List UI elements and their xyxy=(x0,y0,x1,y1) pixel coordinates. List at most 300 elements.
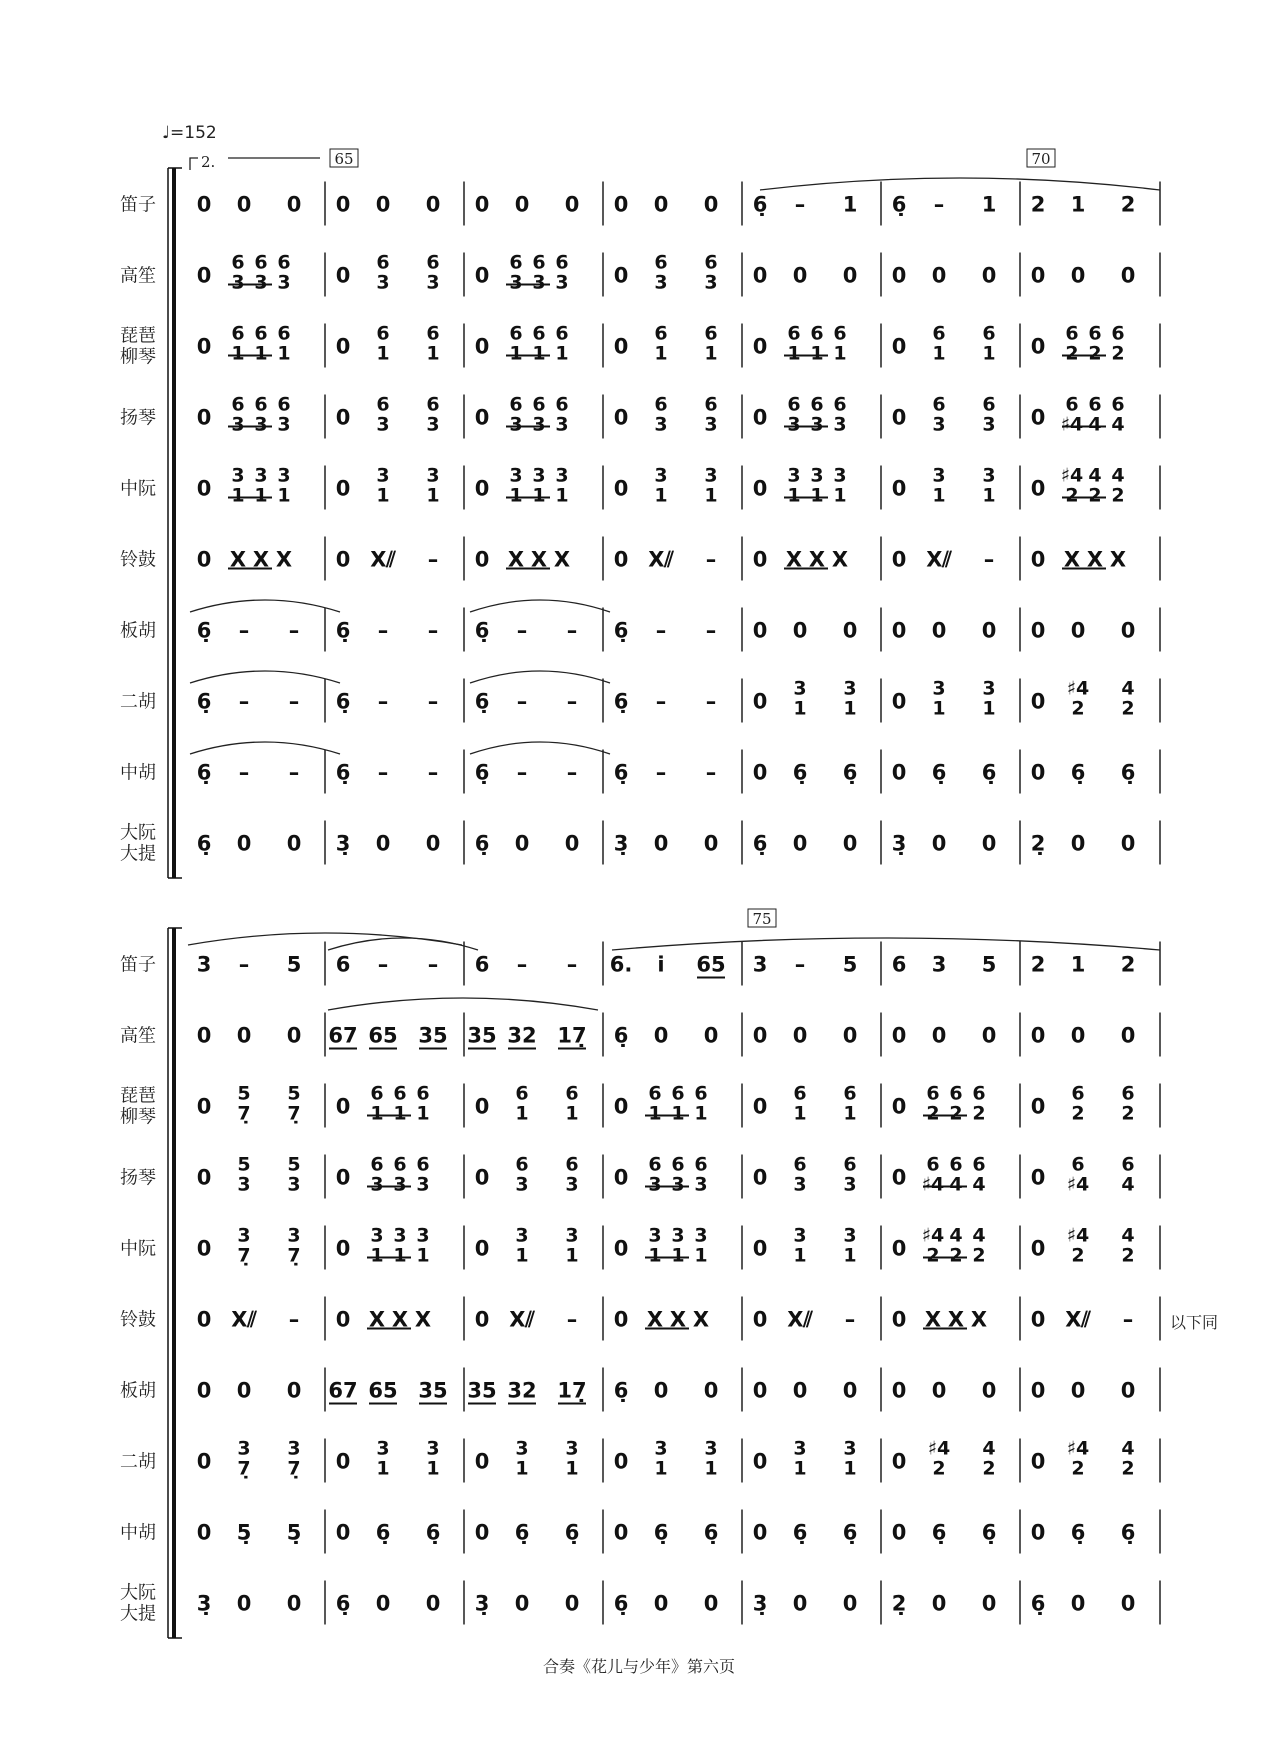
note: 6̣ xyxy=(981,1520,997,1545)
note-lower: 1 xyxy=(277,484,291,507)
note-lower: 7̣ xyxy=(287,1102,301,1125)
note-upper: 6 xyxy=(810,322,824,345)
note: 0 xyxy=(196,334,212,359)
note: 6̣ xyxy=(196,689,212,714)
measure xyxy=(892,1592,997,1616)
note-lower: 1 xyxy=(515,1457,529,1480)
measure xyxy=(475,761,578,785)
instrument-name: 大阮 xyxy=(120,1582,156,1604)
note: X xyxy=(692,1307,710,1332)
measure xyxy=(614,1521,719,1545)
note: 0 xyxy=(613,192,629,217)
note-lower: 4 xyxy=(1088,413,1102,436)
note: 6̣ xyxy=(474,618,490,643)
note: X xyxy=(1109,547,1127,572)
note: 6̣ xyxy=(514,1520,530,1545)
phrase-slur xyxy=(328,998,598,1010)
note-lower: 3 xyxy=(843,1173,857,1196)
note: 0 xyxy=(564,1591,580,1616)
measure xyxy=(614,323,718,365)
note: X xyxy=(368,1307,386,1332)
note-upper: 6 xyxy=(515,1153,529,1176)
note: – xyxy=(377,618,389,643)
note: 0 xyxy=(425,831,441,856)
note: – xyxy=(983,547,995,572)
note: 3 xyxy=(196,952,212,977)
note: 6̣ xyxy=(703,1520,719,1545)
measure xyxy=(753,1592,858,1616)
measure xyxy=(753,953,858,977)
measure xyxy=(753,323,847,365)
measure xyxy=(753,548,848,572)
note: X xyxy=(970,1307,988,1332)
measure xyxy=(197,690,300,714)
measure xyxy=(1031,1083,1135,1125)
note-lower: 1 xyxy=(843,1244,857,1267)
note-lower: 3 xyxy=(231,271,245,294)
note: – xyxy=(844,1307,856,1332)
note: 0 xyxy=(1030,1023,1046,1048)
svg-text:70: 70 xyxy=(1031,150,1051,168)
note: X xyxy=(947,1307,965,1332)
tie-slur xyxy=(470,742,610,754)
note: 0 xyxy=(653,192,669,217)
note-lower: 1 xyxy=(376,484,390,507)
note: 0 xyxy=(1120,1378,1136,1403)
measure xyxy=(614,1154,708,1196)
note-lower: 3 xyxy=(648,1173,662,1196)
note: 6̣ xyxy=(474,831,490,856)
note: 0 xyxy=(335,1449,351,1474)
note-lower: 1 xyxy=(648,1244,662,1267)
measure xyxy=(336,1083,430,1125)
note-upper: 6 xyxy=(843,1153,857,1176)
note: 0 xyxy=(752,1094,768,1119)
measure xyxy=(336,252,440,294)
note: 0 xyxy=(474,405,490,430)
measure xyxy=(1031,1024,1136,1048)
measure xyxy=(753,1225,857,1267)
note: 0 xyxy=(196,405,212,430)
measure xyxy=(614,394,718,436)
note-lower: 1 xyxy=(509,484,523,507)
measure xyxy=(197,1225,301,1267)
note: – xyxy=(566,952,578,977)
note: 0 xyxy=(474,1165,490,1190)
note: 1 xyxy=(1070,952,1086,977)
note-lower: 1 xyxy=(843,1457,857,1480)
measure xyxy=(753,1308,856,1332)
measure xyxy=(892,832,997,856)
note: – xyxy=(516,760,528,785)
note-upper: 6 xyxy=(376,251,390,274)
note-upper: 6 xyxy=(671,1153,685,1176)
note: 0 xyxy=(752,689,768,714)
note: 3 xyxy=(931,952,947,977)
note: 0 xyxy=(891,1236,907,1261)
note: 5̣ xyxy=(286,1520,302,1545)
note: 0 xyxy=(703,1023,719,1048)
note: 0 xyxy=(335,1520,351,1545)
note-upper: 6 xyxy=(1065,322,1079,345)
note: 6̣ xyxy=(196,760,212,785)
note-upper: 6 xyxy=(654,393,668,416)
measure xyxy=(892,761,997,785)
note-lower: 1 xyxy=(565,1102,579,1125)
note-upper: 6 xyxy=(509,322,523,345)
note-lower: ♯4 xyxy=(1060,413,1084,436)
note: – xyxy=(238,760,250,785)
note: 0 xyxy=(1030,1449,1046,1474)
measure xyxy=(336,1438,440,1480)
measure xyxy=(336,323,440,365)
note: 0 xyxy=(474,547,490,572)
note-lower: 1 xyxy=(532,342,546,365)
measure xyxy=(753,1024,858,1048)
note-upper: 6 xyxy=(1065,393,1079,416)
note-lower: 4 xyxy=(949,1173,963,1196)
note: 0 xyxy=(1070,263,1086,288)
note: X⫽ xyxy=(648,547,674,572)
note: 0 xyxy=(236,192,252,217)
note: X xyxy=(391,1307,409,1332)
note: 0 xyxy=(931,1023,947,1048)
note: – xyxy=(655,689,667,714)
note-upper: 6 xyxy=(972,1082,986,1105)
note-lower: 3 xyxy=(277,413,291,436)
note: 0 xyxy=(613,547,629,572)
note-lower: 1 xyxy=(416,1244,430,1267)
note-lower: 3 xyxy=(555,271,569,294)
note-lower: 2 xyxy=(1071,1457,1085,1480)
note: 0 xyxy=(981,263,997,288)
note: 0 xyxy=(1030,476,1046,501)
note-lower: 2 xyxy=(972,1102,986,1125)
note: 0 xyxy=(196,1378,212,1403)
note-lower: 2 xyxy=(1088,484,1102,507)
note-lower: 1 xyxy=(254,484,268,507)
note-lower: 2 xyxy=(1071,697,1085,720)
note: 0 xyxy=(1030,334,1046,359)
instrument-name: 二胡 xyxy=(120,691,156,713)
instrument-label xyxy=(120,326,156,368)
instrument-label xyxy=(120,1239,156,1260)
measure xyxy=(336,1592,441,1616)
measure xyxy=(467,1379,586,1404)
note-upper: 3 xyxy=(793,1437,807,1460)
measure xyxy=(475,1521,580,1545)
note-lower: 3 xyxy=(426,271,440,294)
note-upper: 6 xyxy=(565,1153,579,1176)
note: 0 xyxy=(613,1520,629,1545)
note: 0 xyxy=(196,192,212,217)
measure xyxy=(614,548,717,572)
note-lower: 1 xyxy=(648,1102,662,1125)
note: – xyxy=(377,952,389,977)
note-upper: 3 xyxy=(843,677,857,700)
note: 2 xyxy=(1030,952,1046,977)
measure xyxy=(336,465,440,507)
note: – xyxy=(288,1307,300,1332)
note-upper: 5 xyxy=(287,1153,301,1176)
note-lower: 3 xyxy=(932,413,946,436)
note: 0 xyxy=(842,1378,858,1403)
measure xyxy=(197,761,300,785)
note-lower: ♯4 xyxy=(921,1173,945,1196)
note-lower: 1 xyxy=(843,1102,857,1125)
note: 6̣ xyxy=(613,1023,629,1048)
instrument-name: 高笙 xyxy=(120,265,156,287)
measure xyxy=(892,1154,986,1196)
note-lower: 3 xyxy=(515,1173,529,1196)
measure xyxy=(475,252,569,294)
note-upper: 4 xyxy=(1088,464,1102,487)
note: 6̣ xyxy=(1070,1520,1086,1545)
note: 0 xyxy=(891,1520,907,1545)
note-lower: 2 xyxy=(1121,1244,1135,1267)
instrument-label xyxy=(120,1167,156,1189)
note: X⫽ xyxy=(231,1307,257,1332)
measure xyxy=(475,953,578,977)
note-lower: 1 xyxy=(376,342,390,365)
note-upper: 6 xyxy=(833,393,847,416)
note: 0 xyxy=(653,831,669,856)
instrument-name: 中阮 xyxy=(120,478,156,500)
note: 0 xyxy=(752,334,768,359)
note-lower: 3 xyxy=(376,271,390,294)
note: X xyxy=(1086,547,1104,572)
note-lower: 1 xyxy=(654,342,668,365)
note: 0 xyxy=(474,334,490,359)
note: 0 xyxy=(752,1520,768,1545)
note: – xyxy=(288,618,300,643)
note: 0 xyxy=(1070,618,1086,643)
measure xyxy=(892,619,997,643)
note-upper: 6 xyxy=(370,1153,384,1176)
note: 0 xyxy=(1030,547,1046,572)
measure xyxy=(336,548,439,572)
note-lower: 2 xyxy=(1121,1102,1135,1125)
instrument-label xyxy=(120,955,156,976)
measure xyxy=(1031,548,1126,572)
note: 3̣ xyxy=(474,1591,490,1616)
note: X xyxy=(808,547,826,572)
note: 0 xyxy=(931,831,947,856)
note-upper: 4 xyxy=(1111,464,1125,487)
note: 0 xyxy=(891,547,907,572)
measure xyxy=(614,465,718,507)
measure xyxy=(892,548,995,572)
note: 0 xyxy=(474,1520,490,1545)
note-lower: 3 xyxy=(555,413,569,436)
note-lower: 1 xyxy=(565,1457,579,1480)
note-lower: 2 xyxy=(972,1244,986,1267)
note: 0 xyxy=(286,192,302,217)
note: 0 xyxy=(1030,760,1046,785)
note-upper: 6 xyxy=(704,251,718,274)
measure xyxy=(475,1308,578,1332)
note-upper: 3 xyxy=(426,1437,440,1460)
note: 6̣ xyxy=(1120,1520,1136,1545)
measure xyxy=(892,394,996,436)
note-upper: 3 xyxy=(277,464,291,487)
note: 6̣ xyxy=(891,192,907,217)
note: 0 xyxy=(335,334,351,359)
note-upper: 6 xyxy=(1111,322,1125,345)
note: 0 xyxy=(236,1378,252,1403)
note-lower: 1 xyxy=(555,484,569,507)
note-lower: 2 xyxy=(949,1102,963,1125)
note: 0 xyxy=(891,618,907,643)
page-footer: 合奏《花儿与少年》第六页 xyxy=(542,1657,735,1676)
measure xyxy=(1031,1379,1136,1403)
measure xyxy=(753,1379,858,1403)
note-lower: 3 xyxy=(532,413,546,436)
note: X xyxy=(924,1307,942,1332)
note: – xyxy=(516,952,528,977)
note-lower: 1 xyxy=(393,1102,407,1125)
note-pair: 32 xyxy=(507,1378,537,1403)
note: 0 xyxy=(891,334,907,359)
note-lower: 1 xyxy=(231,342,245,365)
measure xyxy=(197,1592,302,1616)
note-upper: ♯4 xyxy=(1066,677,1090,700)
note-upper: 3 xyxy=(654,1437,668,1460)
measure xyxy=(753,1438,857,1480)
note-lower: 1 xyxy=(565,1244,579,1267)
note: 0 xyxy=(286,1591,302,1616)
note: 0 xyxy=(703,1378,719,1403)
note-upper: ♯4 xyxy=(1066,1224,1090,1247)
note: – xyxy=(238,952,250,977)
instrument-label xyxy=(120,1310,156,1331)
note-upper: 3 xyxy=(648,1224,662,1247)
note: 0 xyxy=(1070,1591,1086,1616)
note-lower: 3 xyxy=(671,1173,685,1196)
note-upper: 6 xyxy=(648,1082,662,1105)
note: 0 xyxy=(752,1449,768,1474)
measure xyxy=(467,1024,586,1049)
measure xyxy=(328,1379,447,1404)
note-lower: 1 xyxy=(654,484,668,507)
note: 6̣ xyxy=(474,689,490,714)
note-upper: 6 xyxy=(833,322,847,345)
note: 0 xyxy=(196,1307,212,1332)
note-lower: 7̣ xyxy=(237,1457,251,1480)
phrase-slur xyxy=(328,938,478,950)
measure xyxy=(614,1308,709,1332)
note: 0 xyxy=(891,760,907,785)
note: 0 xyxy=(752,405,768,430)
note: X xyxy=(507,547,525,572)
note-upper: 3 xyxy=(426,464,440,487)
instrument-name: 扬琴 xyxy=(120,407,156,429)
note: – xyxy=(566,618,578,643)
note-lower: 3 xyxy=(254,271,268,294)
measure xyxy=(475,1592,580,1616)
note: 0 xyxy=(1030,1307,1046,1332)
note-upper: 6 xyxy=(376,322,390,345)
note: 0 xyxy=(891,1023,907,1048)
instrument-label xyxy=(120,1452,156,1473)
note-upper: 6 xyxy=(932,322,946,345)
note: 0 xyxy=(514,192,530,217)
measure xyxy=(614,832,719,856)
note: 0 xyxy=(474,263,490,288)
note-lower: 1 xyxy=(787,484,801,507)
note: 6̣ xyxy=(474,760,490,785)
note: 1 xyxy=(981,192,997,217)
note: 0 xyxy=(425,192,441,217)
note-upper: 3 xyxy=(565,1224,579,1247)
note: – xyxy=(288,689,300,714)
note-lower: 2 xyxy=(1121,1457,1135,1480)
note-lower: 3 xyxy=(509,271,523,294)
note: – xyxy=(238,689,250,714)
note-lower: 1 xyxy=(793,697,807,720)
note: – xyxy=(516,618,528,643)
note: 0 xyxy=(842,831,858,856)
measure xyxy=(336,1225,430,1267)
measure xyxy=(475,690,578,714)
note: 6̣ xyxy=(931,760,947,785)
note-lower: 1 xyxy=(704,342,718,365)
note: 0 xyxy=(236,1591,252,1616)
instrument-name: 大阮 xyxy=(120,822,156,844)
note-upper: 5 xyxy=(237,1153,251,1176)
note-lower: 1 xyxy=(843,697,857,720)
measure xyxy=(1031,1154,1135,1196)
measure xyxy=(197,1024,302,1048)
note-upper: 6 xyxy=(370,1082,384,1105)
measure xyxy=(336,193,441,217)
note-lower: 2 xyxy=(1088,342,1102,365)
note: 2̣ xyxy=(891,1591,907,1616)
note: 0 xyxy=(613,263,629,288)
rehearsal-mark-70 xyxy=(1027,149,1055,168)
note: 0 xyxy=(335,1236,351,1261)
note: 0 xyxy=(613,334,629,359)
note-upper: 6 xyxy=(1071,1153,1085,1176)
note: 0 xyxy=(375,1591,391,1616)
note: 0 xyxy=(931,263,947,288)
note-upper: 4 xyxy=(1121,677,1135,700)
instrument-name: 琵琶 xyxy=(120,325,156,347)
measure xyxy=(197,1308,300,1332)
note: X xyxy=(785,547,803,572)
note-lower: 1 xyxy=(376,1457,390,1480)
measure xyxy=(892,1308,987,1332)
note-upper: 3 xyxy=(237,1224,251,1247)
note: 6. xyxy=(609,952,633,977)
measure xyxy=(614,193,719,217)
measure xyxy=(614,690,717,714)
instrument-label xyxy=(120,621,156,642)
note: 6̣ xyxy=(1070,760,1086,785)
note-upper: 3 xyxy=(509,464,523,487)
note-upper: 6 xyxy=(509,393,523,416)
note-lower: 1 xyxy=(793,1102,807,1125)
note: – xyxy=(705,760,717,785)
note-upper: 6 xyxy=(376,393,390,416)
note: 6̣ xyxy=(1120,760,1136,785)
note-upper: ♯4 xyxy=(927,1437,951,1460)
note-lower: 3 xyxy=(654,271,668,294)
measure xyxy=(614,1438,718,1480)
note-upper: 6 xyxy=(793,1082,807,1105)
note-lower: 2 xyxy=(926,1244,940,1267)
note-lower: 3 xyxy=(694,1173,708,1196)
